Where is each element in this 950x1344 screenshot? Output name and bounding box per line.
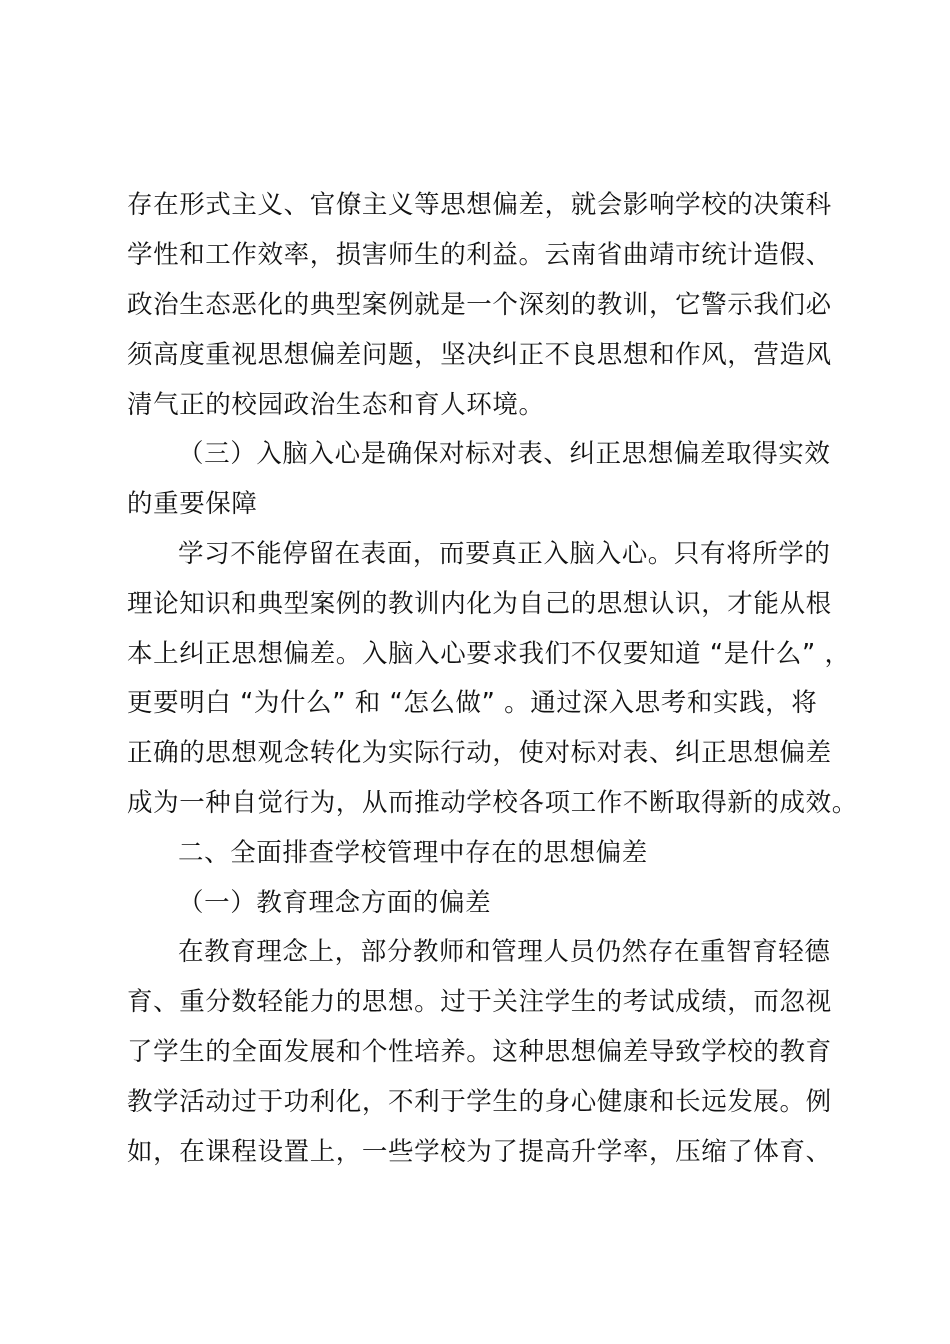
paragraph-line: 育、重分数轻能力的思想。过于关注学生的考试成绩，而忽视: [127, 987, 832, 1017]
paragraph-line: 成为一种自觉行为，从而推动学校各项工作不断取得新的成效。: [127, 788, 858, 818]
paragraph-line: 如，在课程设置上，一些学校为了提高升学率，压缩了体育、: [127, 1137, 832, 1167]
paragraph-line: 政治生态恶化的典型案例就是一个深刻的教训，它警示我们必: [127, 290, 832, 320]
paragraph-line: 正确的思想观念转化为实际行动，使对标对表、纠正思想偏差: [127, 738, 832, 768]
paragraph-line: 更要明白 “为什么” 和 “怎么做” 。通过深入思考和实践，将: [127, 688, 818, 718]
paragraph-line: 了学生的全面发展和个性培养。这种思想偏差导致学校的教育: [127, 1037, 832, 1067]
paragraph-line: 学习不能停留在表面，而要真正入脑入心。只有将所学的: [178, 539, 831, 569]
paragraph-line: 理论知识和典型案例的教训内化为自己的思想认识，才能从根: [127, 589, 832, 619]
paragraph-line: 在教育理念上，部分教师和管理人员仍然存在重智育轻德: [178, 937, 831, 967]
paragraph-line: 清气正的校园政治生态和育人环境。: [127, 390, 545, 420]
section-heading-line: 的重要保障: [127, 489, 258, 519]
section-heading-line: （三）入脑入心是确保对标对表、纠正思想偏差取得实效: [178, 439, 831, 469]
paragraph-line: 须高度重视思想偏差问题，坚决纠正不良思想和作风，营造风: [127, 340, 832, 370]
paragraph-line: 学性和工作效率，损害师生的利益。云南省曲靖市统计造假、: [127, 240, 832, 270]
subsection-heading: （一）教育理念方面的偏差: [178, 888, 492, 918]
section-heading: 二、全面排查学校管理中存在的思想偏差: [178, 838, 648, 868]
paragraph-line: 教学活动过于功利化，不利于学生的身心健康和长远发展。例: [127, 1087, 832, 1117]
paragraph-line: 存在形式主义、官僚主义等思想偏差，就会影响学校的决策科: [127, 190, 832, 220]
paragraph-line: 本上纠正思想偏差。入脑入心要求我们不仅要知道 “是什么” ，: [127, 639, 851, 669]
